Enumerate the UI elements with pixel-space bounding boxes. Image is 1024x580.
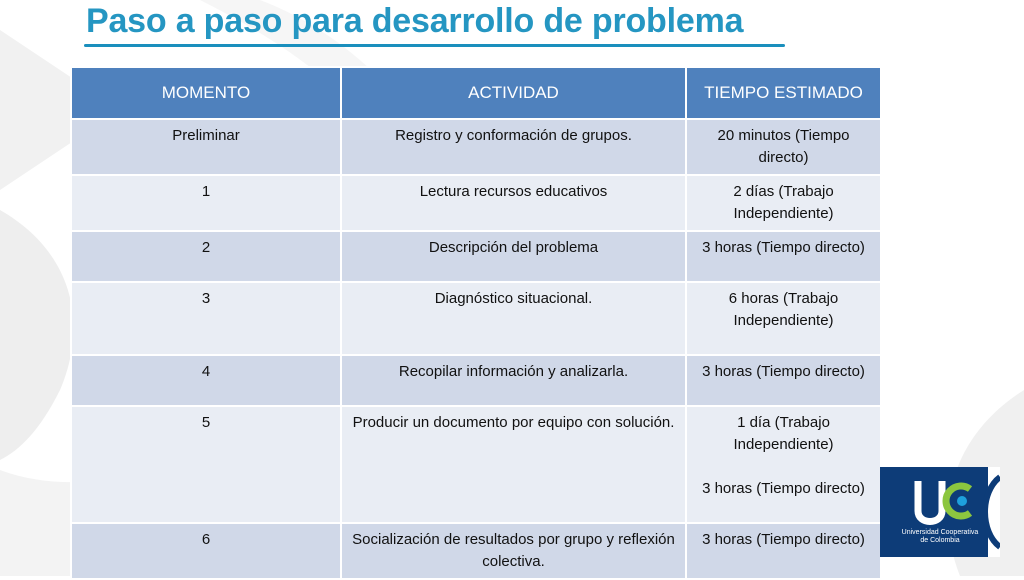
cell-tiempo: 3 horas (Tiempo directo): [686, 231, 881, 282]
table-row: [71, 282, 881, 355]
cell-tiempo: [686, 406, 881, 523]
cell-actividad: Lectura recursos educativos: [341, 175, 686, 231]
cell-momento: 2: [71, 231, 341, 282]
header-momento: MOMENTO: [71, 67, 341, 119]
cell-actividad: Registro y conformación de grupos.: [341, 119, 686, 175]
cell-momento: 3: [71, 282, 341, 355]
table-header-row: [71, 67, 881, 119]
table-row: [71, 355, 881, 406]
table-row: [71, 119, 881, 175]
cell-tiempo-extra-line: 3 horas (Tiempo directo): [702, 480, 865, 497]
cell-momento: 4: [71, 355, 341, 406]
cell-tiempo: 20 minutos (Tiempo directo): [686, 119, 881, 175]
logo-text-line2: de Colombia: [920, 537, 960, 544]
cell-actividad: Diagnóstico situacional.: [341, 282, 686, 355]
table-row: [71, 231, 881, 282]
university-logo: [880, 467, 1000, 557]
table-row: [71, 175, 881, 231]
cell-tiempo: 6 horas (Trabajo Independiente): [686, 282, 881, 355]
table-row: [71, 523, 881, 579]
title-underline: [84, 44, 785, 47]
slide-title: Paso a paso para desarrollo de problema: [86, 2, 744, 40]
cell-actividad: Producir un documento por equipo con solución.: [341, 406, 686, 523]
table-row: [71, 406, 881, 523]
cell-actividad: Socialización de resultados por grupo y reflexión colectiva.: [341, 523, 686, 579]
cell-actividad: Descripción del problema: [341, 231, 686, 282]
cell-actividad: Recopilar información y analizarla.: [341, 355, 686, 406]
cell-momento: Preliminar: [71, 119, 341, 175]
cell-tiempo: 3 horas (Tiempo directo): [686, 523, 881, 579]
header-tiempo: TIEMPO ESTIMADO: [686, 67, 881, 119]
header-actividad: ACTIVIDAD: [341, 67, 686, 119]
steps-table: [70, 66, 882, 580]
cell-tiempo: 2 días (Trabajo Independiente): [686, 175, 881, 231]
cell-tiempo-line: 1 día (Trabajo Independiente): [733, 414, 834, 453]
cell-momento: 6: [71, 523, 341, 579]
cell-tiempo: 3 horas (Tiempo directo): [686, 355, 881, 406]
cell-momento: 5: [71, 406, 341, 523]
logo-text-line1: Universidad Cooperativa: [901, 529, 979, 536]
cell-momento: 1: [71, 175, 341, 231]
